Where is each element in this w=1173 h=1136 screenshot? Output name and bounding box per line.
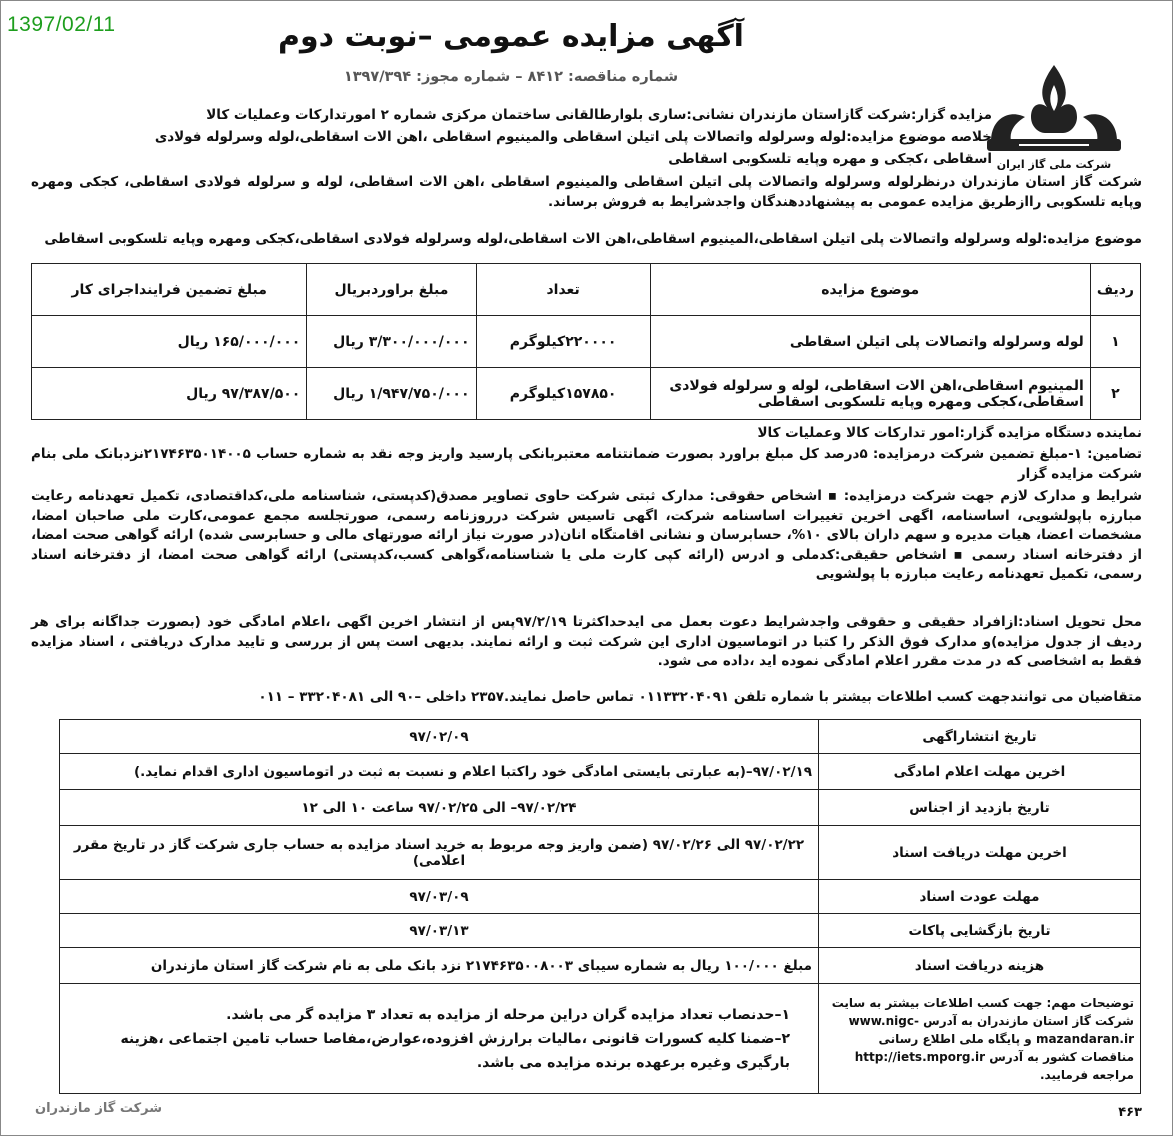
- note-1: ۱–حدنصاب تعداد مزایده گران دراین مرحله از مزایده به تعداد ۳ مزایده گر می باشد.: [226, 1006, 790, 1023]
- note-2: ۲–ضمنا کلیه کسورات قانونی ،مالیات برارزش افزوده،عوارض،مفاصا حساب تامین اجتماعی ،هزینه بارگیری وغیره برعهده برنده مزایده می باشد.: [120, 1030, 790, 1071]
- header-estimate: مبلغ براوردبریال: [307, 264, 476, 316]
- date-stamp: 1397/02/11: [7, 13, 116, 36]
- subject-line: موضوع مزایده:لوله وسرلوله واتصالات پلی اتیلن اسقاطی،المینیوم اسقاطی،اهن الات اسقاطی،لوله وسرلوله فولادی اسقاطی،کجکی ومهره وپایه تلسکوبی اسقاطی: [44, 231, 1142, 247]
- organizer-line: مزایده گزار:شرکت گازاستان مازندران نشانی:ساری بلوارطالقانی ساختمان مرکزی شماره ۲ امورتدارکات وعملیات کالا: [206, 107, 992, 123]
- schedule-label: هزینه دریافت اسناد: [819, 948, 1141, 984]
- row-subject: لوله وسرلوله واتصالات پلی اتیلن اسقاطی: [650, 316, 1090, 368]
- schedule-label: تاریخ انتشاراگهی: [819, 720, 1141, 754]
- row-guarantee: ۱۶۵/۰۰۰/۰۰۰ ریال: [32, 316, 307, 368]
- header-quantity: تعداد: [476, 264, 650, 316]
- schedule-label: اخرین مهلت اعلام امادگی: [819, 754, 1141, 790]
- schedule-row: [60, 914, 1141, 948]
- row-guarantee: ۹۷/۳۸۷/۵۰۰ ریال: [32, 368, 307, 420]
- schedule-row: [60, 826, 1141, 880]
- header-guarantee: مبلغ تضمین فرایندا‌جرای کار: [32, 264, 307, 316]
- table-row: [32, 316, 1141, 368]
- summary-line-1: خلاصه موضوع مزایده:لوله وسرلوله واتصالات پلی اتیلن اسقاطی والمینیوم اسقاطی ،اهن الات اسقاطی،لوله وسرلوله فولادی: [154, 129, 992, 145]
- footer-code: ۴۶۳: [1118, 1105, 1142, 1120]
- schedule-value: ۹۷/۰۲/۲۲ الی ۹۷/۰۲/۲۶ (ضمن واریز وجه مربوط به خرید اسناد مزایده به حساب جاری شرکت گاز در تاریخ مقرر اعلامی): [60, 826, 819, 880]
- schedule-row: [60, 720, 1141, 754]
- footer-company: شرکت گاز مازندران: [35, 1101, 163, 1116]
- guarantee-paragraph: تضامین: ۱-مبلغ تضمین شرکت درمزایده: ۵درصد کل مبلغ براورد بصورت ضمانتنامه معتبربانکی پارسید واریز وجه نقد به شماره حساب ۲۱۷۴۶۳۵۰۱۴۰۰۵نزدبانک ملی بنام شرکت مزایده گزار: [31, 446, 1143, 482]
- row-number: ۱: [1090, 316, 1140, 368]
- notice-title: آگهی مزایده عمومی –نوبت دوم: [278, 19, 744, 54]
- schedule-value: ۹۷/۰۳/۰۹: [60, 880, 819, 914]
- gas-flame-logo-icon: [979, 61, 1129, 156]
- notes-body: [60, 984, 819, 1094]
- contact-line: متقاضیان می توانندجهت کسب اطلاعات بیشتر با شماره تلفن ۰۱۱۳۳۲۰۴۰۹۱ تماس حاصل نمایند.۲۳۵۷ داخلی –۹۰ الی ۳۳۲۰۴۰۸۱ – ۰۱۱: [258, 689, 1142, 705]
- row-estimate: ۳/۳۰۰/۰۰۰/۰۰۰ ریال: [307, 316, 476, 368]
- notes-row: [60, 984, 1141, 1094]
- schedule-row: [60, 790, 1141, 826]
- delivery-paragraph: محل تحویل اسناد:ازافراد حقیقی و حقوقی واجدشرایط دعوت بعمل می ایدحداکثرتا ۹۷/۲/۱۹پس از انتشار اخرین اگهی ،اعلام امادگی خود (بصورت جداگانه برای هر ردیف از جدول مزایده)و مدارک فوق الذکر را کتبا در اتوماسیون اداری این شرکت ثبت و ارائه نمایند. بدیهی است پس از بررسی و تایید مدارک دریافتی ، اسناد مزایده فقط به اشخاصی که در مدت مقرر اعلام امادگی نموده اید ،داده می شود.: [31, 614, 1142, 669]
- company-logo: [969, 61, 1139, 181]
- schedule-value: مبلغ ۱۰۰/۰۰۰ ریال به شماره سیبای ۲۱۷۴۶۳۵۰۰۸۰۰۳ نزد بانک ملی به نام شرکت گاز استان مازندران: [60, 948, 819, 984]
- notes-label: توضیحات مهم: جهت کسب اطلاعات بیشتر به سایت شرکت گاز استان مازندران به آدرس www.nigc-mazandaran.ir و پایگاه ملی اطلاع رسانی مناقصات کشور به آدرس http://iets.mporg.ir مراجعه فرمایید.: [819, 984, 1141, 1094]
- schedule-row: [60, 754, 1141, 790]
- schedule-value: ۹۷/۰۳/۱۳: [60, 914, 819, 948]
- schedule-table: [59, 719, 1141, 1094]
- row-subject: المینیوم اسقاطی،اهن الات اسقاطی، لوله و سرلوله فولادی اسقاطی،کجکی ومهره وپایه تلسکوبی اسقاطی: [650, 368, 1090, 420]
- schedule-value: ۹۷/۰۲/۱۹–(به عبارتی بایستی امادگی خود راکتبا اعلام و نسبت به ثبت در اتوماسیون اداری اقدام نماید.): [60, 754, 819, 790]
- table-row: [32, 368, 1141, 420]
- schedule-row: [60, 948, 1141, 984]
- schedule-value: ۹۷/۰۲/۰۹: [60, 720, 819, 754]
- schedule-row: [60, 880, 1141, 914]
- summary-line-2: اسقاطی ،کجکی و مهره وپایه تلسکوبی اسقاطی: [668, 151, 992, 167]
- conditions-paragraph: شرایط و مدارک لازم جهت شرکت درمزایده: ▪ اشخاص حقوقی: مدارک ثبتی شرکت حاوی تصاویر مصدق(کدپستی، شناسنامه ملی،کداقتصادی، تکمیل تعهدنامه رعایت مبارزه باپولشویی، اساسنامه، اگهی اخرین تغییرات اساسنامه شرکت، اگهی تاسیس شرکت درروزنامه رسمی، صورتجلسه مجمع عمومی،کارت ملی صاحبان امضا، مشخصات اعضا، هیات مدیره و سهم داران بالای ۱۰%، حسابرسان و نشانی اقامتگاه انان(در صورت نیاز ارائه صورتهای مالی و حسابرسی شده) ارائه گواهی صحت امضا، از دفترخانه اسناد رسمی ▪ اشخاص حقیقی:کدملی و ادرس (ارائه کپی کارت ملی یا شناسنامه،گواهی کسب،کدپستی) ارائه گواهی صحت امضا، از دفترخانه اسناد رسمی، تکمیل تعهدنامه رعایت مبارزه با پولشویی: [31, 488, 1142, 582]
- items-table-header: [32, 264, 1141, 316]
- logo-caption: شرکت ملی گاز ایران: [996, 158, 1112, 171]
- schedule-label: تاریخ بازگشایی پاکات: [819, 914, 1141, 948]
- schedule-value: ۹۷/۰۲/۲۴– الی ۹۷/۰۲/۲۵ ساعت ۱۰ الی ۱۲: [60, 790, 819, 826]
- row-quantity: ۱۵۷۸۵۰کیلوگرم: [476, 368, 650, 420]
- schedule-label: تاریخ بازدید از اجناس: [819, 790, 1141, 826]
- notice-subtitle: شماره مناقصه: ۸۴۱۲ – شماره مجوز: ۱۳۹۷/۳۹۴: [343, 69, 679, 85]
- schedule-label: اخرین مهلت دریافت اسناد: [819, 826, 1141, 880]
- intro-paragraph: شرکت گاز استان مازندران درنظرلوله وسرلوله واتصالات پلی اتیلن اسقاطی والمینیوم اسقاطی ،اهن الات اسقاطی، لوله و سرلوله فولادی اسقاطی، کجکی ومهره وپایه تلسکوبی راازطریق مزایده عمومی به پیشنهاددهندگان واجدشرایط به فروش برساند.: [31, 174, 1142, 210]
- header-row: ردیف: [1090, 264, 1140, 316]
- header-subject: موضوع مزایده: [650, 264, 1090, 316]
- items-table: [31, 263, 1141, 420]
- schedule-label: مهلت عودت اسناد: [819, 880, 1141, 914]
- row-estimate: ۱/۹۴۷/۷۵۰/۰۰۰ ریال: [307, 368, 476, 420]
- row-quantity: ۲۲۰۰۰۰کیلوگرم: [476, 316, 650, 368]
- row-number: ۲: [1090, 368, 1140, 420]
- representative-line: نماینده دستگاه مزایده گزار:امور تدارکات کالا وعملیات کالا: [757, 425, 1142, 441]
